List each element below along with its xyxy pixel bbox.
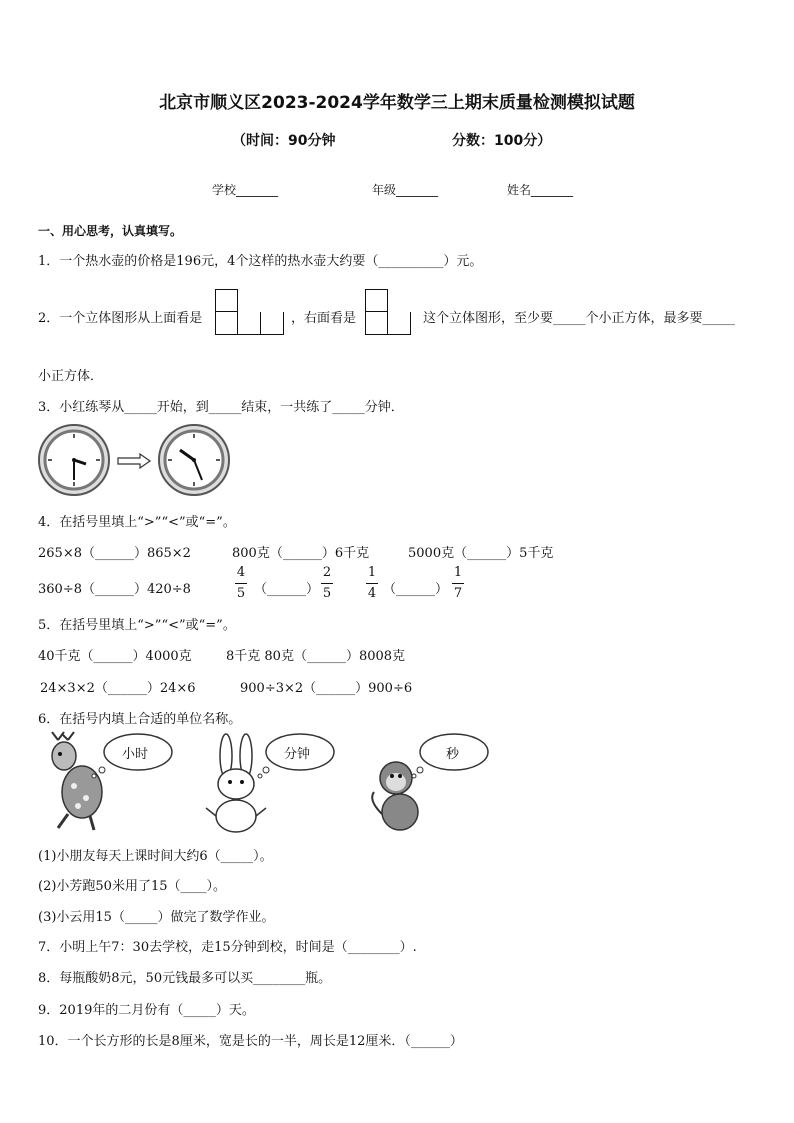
q4-row1-c: 5000克（______）5千克 <box>408 546 554 561</box>
question-3: 3．小红练琴从_____开始，到_____结束，一共练了_____分钟． <box>38 400 404 415</box>
clocks-figure <box>38 424 238 496</box>
school-field: 学校_______ <box>212 183 279 197</box>
name-field: 姓名_______ <box>507 183 574 197</box>
q4-row2-blank1: （______） <box>254 582 320 597</box>
question-8: 8．每瓶酸奶8元，50元钱最多可以买________瓶。 <box>38 971 332 986</box>
exam-time: （时间：90分钟 <box>232 133 336 149</box>
q6-item-2: (2)小芳跑50米用了15（____）。 <box>38 879 226 894</box>
question-10: 10．一个长方形的长是8厘米，宽是长的一半，周长是12厘米．（______） <box>38 1034 463 1049</box>
exam-title: 北京市顺义区2023-2024学年数学三上期末质量检测模拟试题 <box>159 93 635 113</box>
deer-icon <box>52 732 102 830</box>
animals-figure <box>38 730 508 835</box>
bubble-label-second: 秒 <box>446 747 460 762</box>
q6-item-3: (3)小云用15（_____）做完了数学作业。 <box>38 910 275 925</box>
question-6-stem: 6．在括号内填上合适的单位名称。 <box>38 712 242 727</box>
question-2-part-d: 小正方体． <box>38 369 104 384</box>
fraction-2-5: 2 5 <box>322 565 332 601</box>
fraction-1-4: 1 4 <box>367 565 377 601</box>
section-heading: 一、用心思考，认真填写。 <box>38 224 183 238</box>
fraction-4-5: 4 5 <box>236 565 246 601</box>
question-5-stem: 5．在括号里填上“>”“<”或“=”。 <box>38 618 236 633</box>
question-7: 7．小明上午7：30去学校，走15分钟到校，时间是（________）. <box>38 940 417 955</box>
q5-row1-b: 8千克 80克（______）8008克 <box>226 649 406 664</box>
rabbit-icon <box>206 734 266 832</box>
question-2-part-c: 这个立体图形，至少要_____个小正方体，最多要_____ <box>423 311 736 326</box>
end-clock-icon <box>159 425 229 495</box>
question-1: 1．一个热水壶的价格是196元，4个这样的热水壶大约要（__________）元。 <box>38 254 483 269</box>
question-4-stem: 4．在括号里填上“>”“<”或“=”。 <box>38 515 236 530</box>
bubble-label-minute: 分钟 <box>284 747 311 762</box>
q5-row2-b: 900÷3×2（______）900÷6 <box>240 681 413 696</box>
arrow-right-icon <box>118 454 150 468</box>
q4-row1-a: 265×8（______）865×2 <box>38 546 191 561</box>
monkey-icon <box>372 762 418 830</box>
grade-field: 年级_______ <box>372 183 439 197</box>
q4-row1-b: 800克（______）6千克 <box>232 546 370 561</box>
start-clock-icon <box>39 425 109 495</box>
bubble-label-hour: 小时 <box>122 747 149 762</box>
q5-row1-a: 40千克（______）4000克 <box>38 649 192 664</box>
q4-row2-blank2: （______） <box>383 582 449 597</box>
question-2-part-a: 2．一个立体图形从上面看是 <box>38 311 203 326</box>
question-2-part-b: ，右面看是 <box>291 311 357 326</box>
question-9: 9．2019年的二月份有（_____）天。 <box>38 1003 255 1018</box>
top-view-figure <box>215 289 284 335</box>
right-view-figure <box>365 289 411 335</box>
q4-row2-a: 360÷8（______）420÷8 <box>38 582 191 597</box>
q5-row2-a: 24×3×2（______）24×6 <box>40 681 196 696</box>
exam-score: 分数：100分） <box>452 133 552 149</box>
fraction-1-7: 1 7 <box>453 565 463 601</box>
q6-item-1: (1)小朋友每天上课时间大约6（_____）。 <box>38 849 273 864</box>
